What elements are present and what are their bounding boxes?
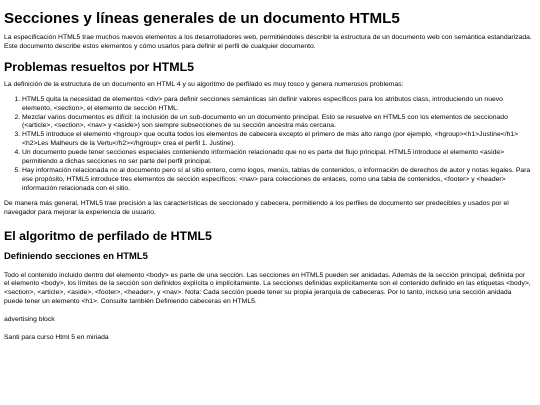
problems-list-item: 5. Hay información relacionada no al documento pero sí al sitio entero, como logos, menús, tablas de contenidos, o información de derechos de autor y notas legales. Para ese propósito, HTML5 introduce tres elementos de sección específicos: <nav> para colecciones de enlaces, como una tabla de contenidos, <footer> y <header> información relacionada con el sitio. (22, 167, 532, 194)
footer-note: Santi para curso Html 5 en miriada (4, 334, 109, 342)
defining-sections-paragraph: Todo el contenido incluido dentro del elemento <body> es parte de una sección. Las secciones en HTML5 pueden ser anidadas. Además de la sección principal, definida por el elemento <body>, los límites de la sección son definidos explícita o implícitamente. La secciones definidas explícitamente son el contenido definido en las etiquetas <body>, <section>, <article>, <aside>, <footer>, <header>, y <nav>. Nota: Cada sección puede tener su propia jerarquía de cabeceras. Por lo tanto, incluso una sección anidada puede tener un elemento <h1>. Consulte también Definiendo cabeceras en HTML5. (4, 271, 531, 306)
advertising-block: advertising block (4, 316, 55, 324)
page-title: Secciones y líneas generales de un documento HTML5 (4, 10, 400, 27)
intro-paragraph: La especificación HTML5 trae muchos nuevos elementos a los desarrolladores web, permitiéndoles describir la estructura de un documento web con semántica estandarizada. Este documento describe estos elementos y cómo usarlos para definir el perfil de cualquier documento. (4, 34, 532, 50)
closing-paragraph: De manera más general, HTML5 trae precisión a las características de seccionado y cabecera, permitiendo a los perfiles de documento ser predecibles y usados por el navegador para mejorar la experiencia de usuario. (4, 199, 509, 216)
problems-heading: Problemas resueltos por HTML5 (4, 59, 195, 74)
problems-list-item: 4. Un documento puede tener secciones especiales conteniendo información relacionado que no es parte del flujo principal. HTML5 introduce el elemento <aside> permitiendo a dichas secciones no ser parte del perfil principal. (22, 149, 532, 167)
problems-intro-paragraph: La definición de la estructura de un documento en HTML 4 y su algoritmo de perfilado es muy tosco y genera numerosos problemas: (4, 80, 404, 88)
document-page (4, 0, 532, 343)
defining-sections-heading: Definiendo secciones en HTML5 (4, 249, 148, 261)
algorithm-heading: El algoritmo de perfilado de HTML5 (4, 228, 212, 243)
problems-list-item: 2. Mezclar varios documentos es difícil: la inclusión de un sub-documento en un documento principal. Esto se resuelve en HTML5 con los elementos de seccionado (<article>, <section>, <nav> y <aside>) son siempre subsecciones de su sección ancestra más cercana. (22, 114, 532, 132)
problems-list (4, 96, 532, 194)
problems-list-item: 3. HTML5 introduce el elemento <hgroup> que oculta todos los elementos de cabecera excepto el primero de más alto rango (por ejemplo, <hgroup><h1>Justine</h1><h2>Les Malheurs de la Vertu</h2></hgroup> crea el perfil 1. Justine). (22, 131, 532, 149)
problems-list-item: 1. HTML5 quita la necesidad de elementos <div> para definir secciones semánticas sin definir valores específicos para los atributos class, introduciendo un nuevo elemento, <section>, el elemento de sección HTML. (22, 96, 532, 114)
